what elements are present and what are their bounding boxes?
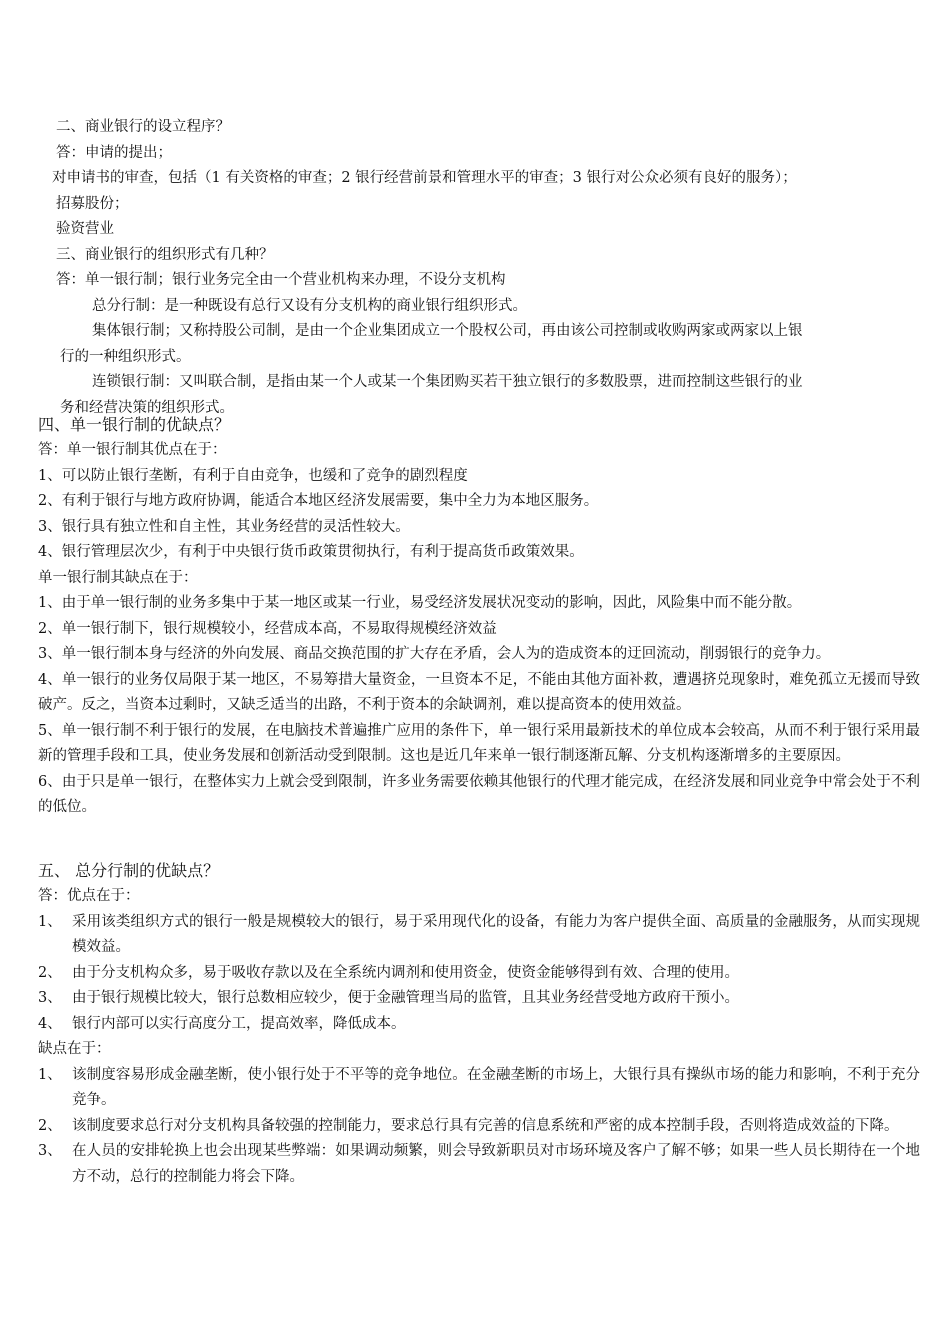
- answer-line: 缺点在于：: [38, 1041, 111, 1057]
- answer-line: 行的一种组织形式。: [60, 348, 191, 365]
- list-item: 3、单一银行制本身与经济的外向发展、商品交换范围的扩大存在矛盾，会人为的造成资本的迂回流动，削弱银行的竞争力。: [38, 646, 831, 662]
- list-number: 1、: [38, 1066, 62, 1083]
- list-item: 1、可以防止银行垄断，有利于自由竞争，也缓和了竞争的剧烈程度: [38, 467, 468, 484]
- list-item: 2、有利于银行与地方政府协调，能适合本地区经济发展需要，集中全力为本地区服务。: [38, 493, 599, 509]
- section-setup-and-forms: [52, 115, 926, 421]
- answer-line: 连锁银行制：又叫联合制，是指由某一个人或某一个集团购买若干独立银行的多数股票，进而控制这些银行的业: [92, 374, 803, 390]
- answer-line: 答：单一银行制其优点在于：: [38, 442, 227, 458]
- list-item: [38, 910, 920, 961]
- list-item: [38, 961, 920, 987]
- list-item: 5、单一银行制不利于银行的发展，在电脑技术普遍推广应用的条件下，单一银行采用最新技术的单位成本会较高，从而不利于银行采用最新的管理手段和工具，使业务发展和创新活动受到限制。这也是近几年来单一银行制逐渐瓦解、分支机构逐渐增多的主要原因。: [38, 722, 920, 764]
- list-number: 1、: [38, 913, 62, 930]
- list-text: 采用该类组织方式的银行一般是规模较大的银行，易于采用现代化的设备，有能力为客户提供全面、高质量的金融服务，从而实现规模效益。: [72, 913, 920, 955]
- answer-line: 总分行制：是一种既设有总行又设有分支机构的商业银行组织形式。: [92, 297, 527, 314]
- section-heading: 三、商业银行的组织形式有几种？: [56, 246, 274, 263]
- list-text: 由于分支机构众多，易于吸收存款以及在全系统内调剂和使用资金，使资金能够得到有效、合理的使用。: [72, 964, 739, 981]
- list-item: 4、银行管理层次少，有利于中央银行货币政策贯彻执行，有利于提高货币政策效果。: [38, 544, 584, 560]
- answer-line: 答：优点在于：: [38, 888, 140, 904]
- answer-line: 招募股份；: [56, 195, 129, 212]
- list-item: [38, 1114, 920, 1140]
- section-unit-banking: [38, 412, 920, 821]
- list-item: [38, 1139, 920, 1190]
- list-number: 3、: [38, 1143, 62, 1159]
- answer-line: 对申请书的审查，包括（1 有关资格的审查；2 银行经营前景和管理水平的审查；3 银行对公众必须有良好的服务）；: [52, 170, 797, 186]
- answer-line: 答：申请的提出；: [56, 144, 172, 161]
- list-number: 3、: [38, 990, 62, 1006]
- list-item: [38, 1063, 920, 1114]
- list-item: [38, 986, 920, 1012]
- list-text: 该制度容易形成金融垄断，使小银行处于不平等的竞争地位。在金融垄断的市场上，大银行具有操纵市场的能力和影响，不利于充分竞争。: [72, 1066, 920, 1108]
- list-item: 2、单一银行制下，银行规模较小，经营成本高，不易取得规模经济效益: [38, 620, 497, 637]
- list-item: 1、由于单一银行制的业务多集中于某一地区或某一行业，易受经济发展状况变动的影响，因此，风险集中而不能分散。: [38, 595, 802, 611]
- list-text: 由于银行规模比较大，银行总数相应较少，便于金融管理当局的监管，且其业务经营受地方政府干预小。: [72, 990, 739, 1006]
- list-number: 2、: [38, 1117, 62, 1134]
- list-item: 3、银行具有独立性和自主性，其业务经营的灵活性较大。: [38, 518, 410, 535]
- list-item: 4、单一银行的业务仅局限于某一地区，不易筹措大量资金，一旦资本不足，不能由其他方面补救，遭遇挤兑现象时，难免孤立无援而导致破产。反之，当资本过剩时，又缺乏适当的出路，不利于资本的余缺调剂，难以提高资本的使用效益。: [38, 671, 920, 713]
- section-branch-banking: [38, 858, 920, 1190]
- answer-line: 务和经营决策的组织形式。: [60, 399, 234, 416]
- list-number: 4、: [38, 1015, 62, 1032]
- list-item: [38, 1012, 920, 1038]
- section-heading: 五、 总分行制的优缺点？: [38, 861, 220, 880]
- list-item: 6、由于只是单一银行，在整体实力上就会受到限制，许多业务需要依赖其他银行的代理才能完成，在经济发展和同业竞争中常会处于不利的低位。: [38, 773, 920, 815]
- answer-line: 单一银行制其缺点在于：: [38, 569, 198, 586]
- answer-line: 答：单一银行制；银行业务完全由一个营业机构来办理，不设分支机构: [56, 272, 506, 288]
- list-text: 该制度要求总行对分支机构具备较强的控制能力，要求总行具有完善的信息系统和严密的成本控制手段，否则将造成效益的下降。: [72, 1117, 899, 1134]
- section-heading: 四、单一银行制的优缺点？: [38, 415, 231, 434]
- list-text: 银行内部可以实行高度分工，提高效率，降低成本。: [72, 1015, 406, 1032]
- section-heading: 二、商业银行的设立程序？: [56, 119, 230, 135]
- answer-line: 集体银行制；又称持股公司制，是由一个企业集团成立一个股权公司，再由该公司控制或收购两家或两家以上银: [92, 323, 803, 339]
- answer-line: 验资营业: [56, 221, 114, 237]
- list-text: 在人员的安排轮换上也会出现某些弊端：如果调动频繁，则会导致新职员对市场环境及客户了解不够；如果一些人员长期待在一个地方不动，总行的控制能力将会下降。: [72, 1143, 920, 1185]
- list-number: 2、: [38, 964, 62, 981]
